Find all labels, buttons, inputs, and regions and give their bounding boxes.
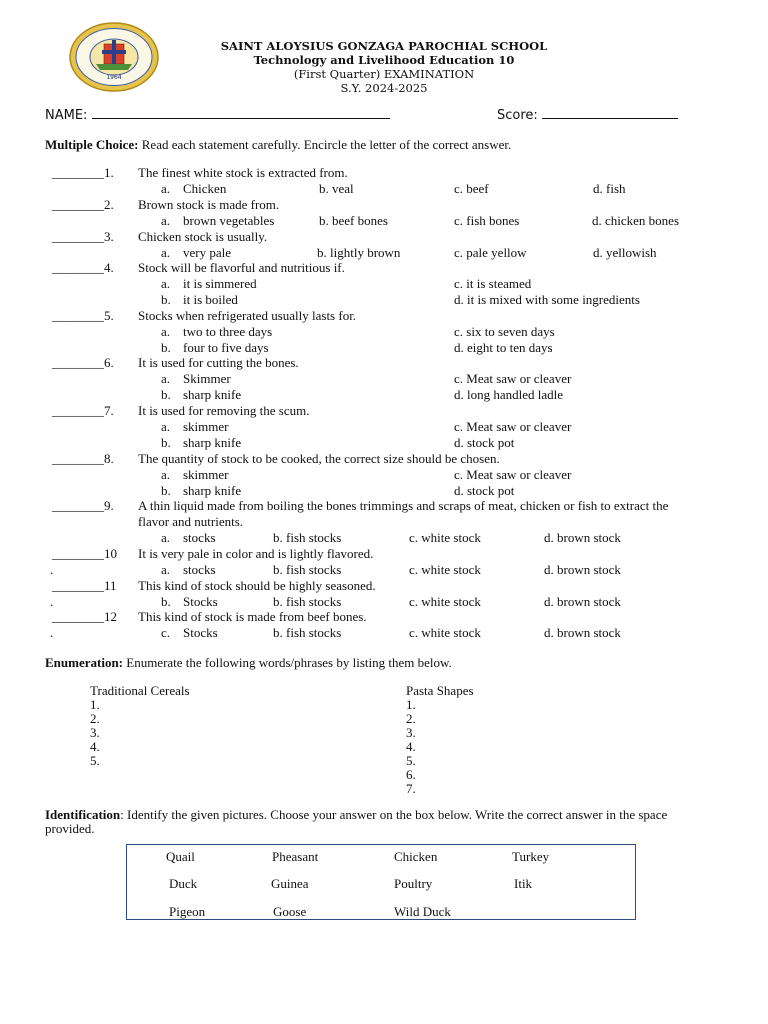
- q11-d[interactable]: d. brown stock: [544, 594, 621, 609]
- q2-text: Brown stock is made from.: [138, 197, 280, 212]
- q9-d[interactable]: d. brown stock: [544, 530, 621, 545]
- q2-d[interactable]: d. chicken bones: [592, 213, 680, 228]
- choice-item: Guinea: [271, 876, 309, 891]
- q10-dot: .: [50, 562, 54, 577]
- q11-text: This kind of stock should be highly seasoned.: [138, 578, 376, 593]
- q8-a[interactable]: skimmer: [183, 467, 229, 482]
- q3-text: Chicken stock is usually.: [138, 229, 268, 244]
- q6-d[interactable]: d. long handled ladle: [454, 387, 564, 402]
- q3-a[interactable]: very pale: [183, 245, 232, 260]
- choice-item: Pheasant: [272, 849, 319, 864]
- name-field[interactable]: [45, 108, 390, 123]
- enum-col2-item[interactable]: 6.: [406, 767, 416, 782]
- q7-a[interactable]: skimmer: [183, 419, 229, 434]
- choice-item: Poultry: [394, 876, 433, 891]
- enum-col2-item[interactable]: 1.: [406, 697, 416, 712]
- score-label: Score:: [497, 108, 538, 123]
- q5-c[interactable]: c. six to seven days: [454, 324, 555, 339]
- choice-item: Pigeon: [169, 904, 206, 919]
- q4-text: Stock will be flavorful and nutritious if.: [138, 260, 345, 275]
- q6-a[interactable]: Skimmer: [183, 371, 231, 386]
- q4-b-letter[interactable]: b.: [161, 292, 171, 307]
- ident-instruction-line2: provided.: [45, 821, 95, 836]
- q12-blank[interactable]: ________12: [52, 609, 117, 624]
- q7-b-letter[interactable]: b.: [161, 435, 171, 450]
- enum-col1-title: Traditional Cereals: [90, 683, 190, 698]
- enum-col1-item[interactable]: 3.: [90, 725, 100, 740]
- choice-item: Quail: [166, 849, 195, 864]
- choice-item: Turkey: [512, 849, 550, 864]
- q12-text: This kind of stock is made from beef bones.: [138, 609, 367, 624]
- q5-a-letter[interactable]: a.: [161, 324, 171, 339]
- q4-c[interactable]: c. it is steamed: [454, 276, 532, 291]
- q2-c[interactable]: c. fish bones: [454, 213, 520, 228]
- q8-b[interactable]: sharp knife: [183, 483, 242, 498]
- choice-item: Itik: [514, 876, 533, 891]
- q4-blank[interactable]: ________4.: [52, 260, 114, 275]
- q1-c[interactable]: c. beef: [454, 181, 489, 196]
- q6-a-letter[interactable]: a.: [161, 371, 171, 386]
- q9-b[interactable]: b. fish stocks: [273, 530, 342, 545]
- enum-col2-item[interactable]: 5.: [406, 753, 416, 768]
- q10-b[interactable]: b. fish stocks: [273, 562, 342, 577]
- q8-blank[interactable]: ________8.: [52, 451, 114, 466]
- q8-d[interactable]: d. stock pot: [454, 483, 515, 498]
- enum-heading: [45, 655, 452, 671]
- q4-a[interactable]: it is simmered: [183, 276, 257, 291]
- ident-instruction: : Identify the given pictures. Choose your answer on the box below. Write the correct answer in the space: [120, 807, 668, 822]
- q8-c[interactable]: c. Meat saw or cleaver: [454, 467, 572, 482]
- enum-col1-item[interactable]: 1.: [90, 697, 100, 712]
- q9-text-line2: flavor and nutrients.: [138, 514, 244, 529]
- q7-blank[interactable]: ________7.: [52, 403, 114, 418]
- q10-a-letter[interactable]: a.: [161, 562, 171, 577]
- q10-c[interactable]: c. white stock: [409, 562, 481, 577]
- score-field[interactable]: [497, 108, 678, 123]
- enum-col1-item[interactable]: 2.: [90, 711, 100, 726]
- q12-a[interactable]: Stocks: [183, 625, 218, 640]
- q7-text: It is used for removing the scum.: [138, 403, 310, 418]
- q11-dot: .: [50, 594, 54, 609]
- q3-b[interactable]: b. lightly brown: [317, 245, 401, 260]
- q1-text: The finest white stock is extracted from.: [138, 165, 348, 180]
- q4-a-letter[interactable]: a.: [161, 276, 171, 291]
- enum-col2-item[interactable]: 4.: [406, 739, 416, 754]
- q12-a-letter[interactable]: c.: [161, 625, 171, 640]
- choice-item: Chicken: [394, 849, 438, 864]
- enum-instruction: Enumerate the following words/phrases by listing them below.: [126, 655, 452, 670]
- q1-a-letter[interactable]: a.: [161, 181, 171, 196]
- school-name: SAINT ALOYSIUS GONZAGA PAROCHIAL SCHOOL: [220, 39, 548, 53]
- q1-d[interactable]: d. fish: [593, 181, 626, 196]
- q3-blank[interactable]: ________3.: [52, 229, 114, 244]
- name-blank[interactable]: [92, 118, 390, 119]
- q9-a-letter[interactable]: a.: [161, 530, 171, 545]
- choice-item: Wild Duck: [394, 904, 451, 919]
- q8-text: The quantity of stock to be cooked, the correct size should be chosen.: [138, 451, 500, 466]
- enum-col2-item[interactable]: 3.: [406, 725, 416, 740]
- q6-b-letter[interactable]: b.: [161, 387, 171, 402]
- q9-c[interactable]: c. white stock: [409, 530, 481, 545]
- q9-a[interactable]: stocks: [183, 530, 216, 545]
- q9-blank[interactable]: ________9.: [52, 498, 114, 513]
- q12-dot: .: [50, 625, 54, 640]
- exam-title: (First Quarter) EXAMINATION: [293, 67, 475, 81]
- q4-d[interactable]: d. it is mixed with some ingredients: [454, 292, 640, 307]
- q7-b[interactable]: sharp knife: [183, 435, 242, 450]
- q2-a[interactable]: brown vegetables: [183, 213, 275, 228]
- logo-year: 1964: [106, 74, 122, 81]
- q11-a-letter[interactable]: b.: [161, 594, 171, 609]
- mc-title: Multiple Choice:: [45, 137, 139, 152]
- q6-b[interactable]: sharp knife: [183, 387, 242, 402]
- q6-text: It is used for cutting the bones.: [138, 355, 299, 370]
- subject-title: Technology and Livelihood Education 10: [253, 53, 515, 67]
- q10-a[interactable]: stocks: [183, 562, 216, 577]
- q6-c[interactable]: c. Meat saw or cleaver: [454, 371, 572, 386]
- score-blank[interactable]: [542, 118, 678, 119]
- q3-c[interactable]: c. pale yellow: [454, 245, 527, 260]
- q5-b-letter[interactable]: b.: [161, 340, 171, 355]
- q6-blank[interactable]: ________6.: [52, 355, 114, 370]
- ident-heading: [45, 807, 667, 823]
- q10-text: It is very pale in color and is lightly flavored.: [138, 546, 374, 561]
- ident-title: Identification: [45, 807, 121, 822]
- q5-b[interactable]: four to five days: [183, 340, 269, 355]
- q12-d[interactable]: d. brown stock: [544, 625, 621, 640]
- q7-c[interactable]: c. Meat saw or cleaver: [454, 419, 572, 434]
- q11-c[interactable]: c. white stock: [409, 594, 481, 609]
- q2-blank[interactable]: ________2.: [52, 197, 114, 212]
- q4-b[interactable]: it is boiled: [183, 292, 238, 307]
- q10-blank[interactable]: ________10: [52, 546, 117, 561]
- q5-d[interactable]: d. eight to ten days: [454, 340, 553, 355]
- q5-text: Stocks when refrigerated usually lasts for.: [138, 308, 357, 323]
- q12-c[interactable]: c. white stock: [409, 625, 481, 640]
- q2-a-letter[interactable]: a.: [161, 213, 171, 228]
- q7-d[interactable]: d. stock pot: [454, 435, 515, 450]
- q8-a-letter[interactable]: a.: [161, 467, 171, 482]
- q1-b[interactable]: b. veal: [319, 181, 354, 196]
- q9-text: A thin liquid made from boiling the bones trimmings and scraps of meat, chicken or fish to extract the: [138, 498, 669, 513]
- mc-instruction: Read each statement carefully. Encircle the letter of the correct answer.: [141, 137, 512, 152]
- enum-title: Enumeration:: [45, 655, 123, 670]
- q3-d[interactable]: d. yellowish: [593, 245, 657, 260]
- q11-a[interactable]: Stocks: [183, 594, 218, 609]
- q7-a-letter[interactable]: a.: [161, 419, 171, 434]
- enum-col1-item[interactable]: 5.: [90, 753, 100, 768]
- q11-b[interactable]: b. fish stocks: [273, 594, 342, 609]
- mc-heading: [45, 137, 511, 153]
- q10-d[interactable]: d. brown stock: [544, 562, 621, 577]
- choice-item: Goose: [273, 904, 307, 919]
- q5-blank[interactable]: ________5.: [52, 308, 114, 323]
- school-year: S.Y. 2024-2025: [340, 81, 428, 95]
- enum-col2-title: Pasta Shapes: [406, 683, 474, 698]
- q8-b-letter[interactable]: b.: [161, 483, 171, 498]
- q1-a[interactable]: Chicken: [183, 181, 227, 196]
- q12-b[interactable]: b. fish stocks: [273, 625, 342, 640]
- q11-blank[interactable]: ________11: [52, 578, 117, 593]
- q5-a[interactable]: two to three days: [183, 324, 273, 339]
- enum-col2-item[interactable]: 7.: [406, 781, 416, 796]
- q1-blank[interactable]: ________1.: [52, 165, 114, 180]
- q2-b[interactable]: b. beef bones: [319, 213, 388, 228]
- choice-item: Duck: [169, 876, 198, 891]
- enum-col1-item[interactable]: 4.: [90, 739, 100, 754]
- q3-a-letter[interactable]: a.: [161, 245, 171, 260]
- name-label: NAME:: [45, 108, 88, 123]
- enum-col2-item[interactable]: 2.: [406, 711, 416, 726]
